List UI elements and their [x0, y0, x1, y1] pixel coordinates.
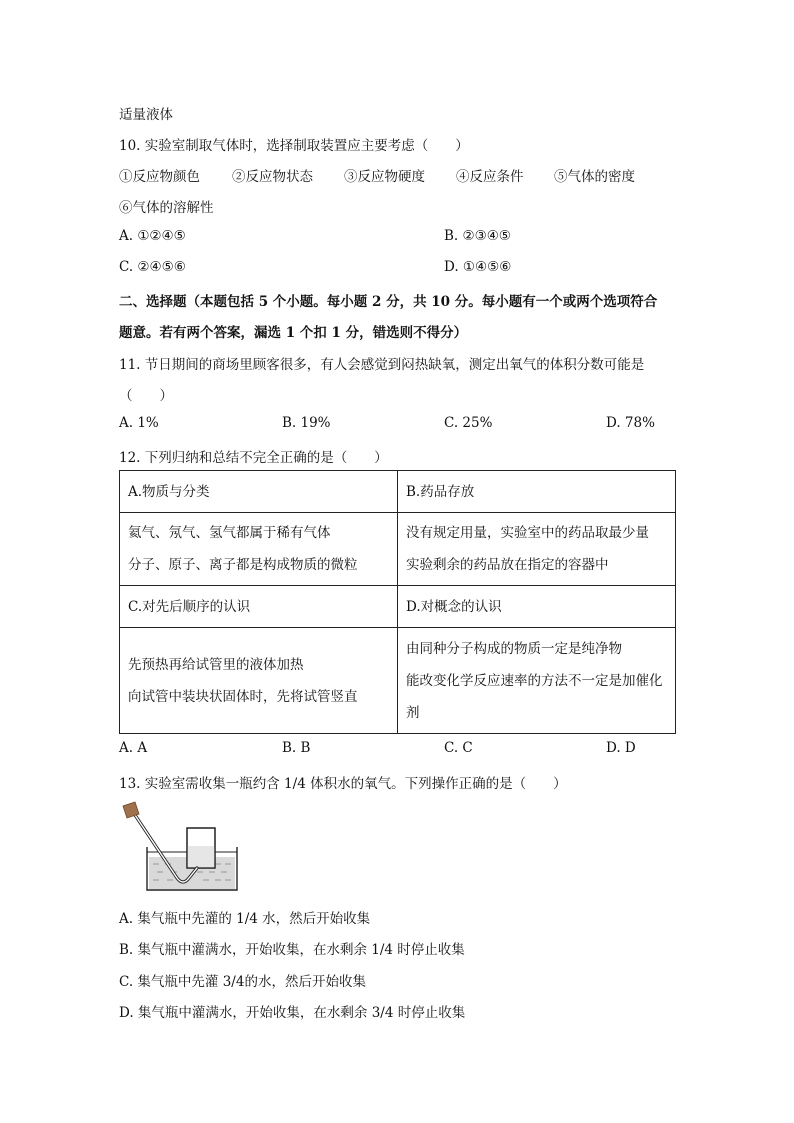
q13-option-b: B. 集气瓶中灌满水，开始收集，在水剩余 1/4 时停止收集	[119, 942, 465, 958]
q12-stem: 12. 下列归纳和总结不完全正确的是（ ）	[119, 450, 388, 466]
q11-option-a: A. 1%	[119, 415, 159, 431]
q11-bracket: （ ）	[119, 388, 173, 404]
q10-option-a: A. ①②④⑤	[119, 228, 186, 244]
q11-option-b: B. 19%	[282, 415, 331, 431]
q10-option-b: B. ②③④⑤	[444, 228, 511, 244]
q10-stem: 10. 实验室制取气体时，选择制取装置应主要考虑（ ）	[119, 138, 469, 154]
bottle-water	[187, 846, 215, 868]
q10-item-5: ⑤气体的密度	[554, 169, 635, 185]
q12-cell-a-header: A.物质与分类	[120, 471, 398, 513]
q10-item-6: ⑥气体的溶解性	[119, 200, 214, 216]
gas-collection-figure	[119, 800, 239, 892]
q12-b-line-1: 没有规定用量，实验室中的药品取最少量	[406, 525, 649, 541]
q10-item-2: ②反应物状态	[232, 169, 313, 185]
q13-option-c: C. 集气瓶中先灌 3/4的水，然后开始收集	[119, 974, 366, 990]
q12-cell-d-header: D.对概念的认识	[398, 586, 676, 628]
q12-option-b: B. B	[282, 740, 311, 756]
q10-item-4: ④反应条件	[456, 169, 524, 185]
q12-cell-d-content	[398, 628, 676, 734]
q12-d-line-1: 由同种分子构成的物质一定是纯净物	[406, 640, 622, 657]
q12-a-line-2: 分子、原子、离子都是构成物质的微粒	[128, 557, 358, 573]
q13-option-d: D. 集气瓶中灌满水，开始收集，在水剩余 3/4 时停止收集	[119, 1005, 466, 1021]
q12-option-c: C. C	[444, 740, 473, 756]
q12-b-line-2: 实验剩余的药品放在指定的容器中	[406, 557, 609, 573]
q12-c-line-2: 向试管中装块状固体时，先将试管竖直	[128, 688, 358, 705]
q10-item-3: ③反应物硬度	[344, 169, 425, 185]
q13-option-a: A. 集气瓶中先灌的 1/4 水，然后开始收集	[119, 911, 371, 927]
q12-a-line-1: 氦气、氖气、氢气都属于稀有气体	[128, 525, 331, 541]
section2-heading-line2: 题意。若有两个答案，漏选 1 个扣 1 分，错选则不得分）	[119, 325, 468, 341]
q12-option-d: D. D	[606, 740, 636, 756]
q12-table	[119, 470, 676, 734]
q12-cell-b-content	[398, 513, 676, 586]
q10-option-c: C. ②④⑤⑥	[119, 259, 186, 275]
q11-option-c: C. 25%	[444, 415, 493, 431]
q12-cell-b-header: B.药品存放	[398, 471, 676, 513]
q13-stem: 13. 实验室需收集一瓶约含 1/4 体积水的氧气。下列操作正确的是（ ）	[119, 776, 567, 792]
q12-d-line-2: 能改变化学反应速率的方法不一定是加催化	[406, 672, 663, 689]
section2-heading-line1: 二、选择题（本题包括 5 个小题。每小题 2 分，共 10 分。每小题有一个或两个选项符合	[119, 294, 658, 310]
q12-cell-a-content	[120, 513, 398, 586]
q12-d-line-3: 剂	[406, 704, 420, 721]
q10-item-1: ①反应物颜色	[119, 169, 200, 185]
q12-cell-c-header: C.对先后顺序的认识	[120, 586, 398, 628]
q12-c-line-1: 先预热再给试管里的液体加热	[128, 656, 304, 673]
q11-option-d: D. 78%	[606, 415, 655, 431]
q10-option-d: D. ①④⑤⑥	[444, 259, 512, 275]
q11-stem: 11. 节日期间的商场里顾客很多，有人会感觉到闷热缺氧，测定出氧气的体积分数可能是	[119, 357, 645, 373]
intro-text: 适量液体	[119, 107, 173, 123]
q12-option-a: A. A	[119, 740, 148, 756]
q12-cell-c-content	[120, 628, 398, 734]
